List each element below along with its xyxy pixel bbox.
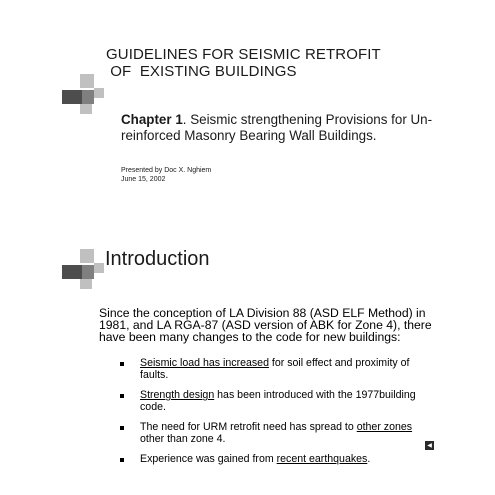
bullet-link[interactable]: Seismic load has increased <box>140 357 269 369</box>
slide-heading: Introduction <box>105 248 210 270</box>
bullet-square-icon <box>120 426 124 430</box>
bullet-item <box>120 390 420 413</box>
bullet-link[interactable]: Strength design <box>140 389 215 401</box>
bullet-link[interactable]: recent earthquakes <box>276 453 368 465</box>
chapter-text: . Seismic strengthening Provisions for Un-reinforced Masonry Bearing Wall Buildings. <box>121 112 433 143</box>
bullet-item <box>120 358 420 381</box>
bullet-text: for soil effect and proximity of faults. <box>140 357 410 381</box>
back-arrow-icon[interactable]: ◀ <box>425 441 434 450</box>
bullet-text: The need for URM retrofit need has spread to <box>140 421 357 433</box>
slide-introduction <box>0 225 495 495</box>
presentation-date: June 15, 2002 <box>121 176 166 183</box>
bullet-text: Experience was gained from <box>140 453 277 465</box>
square-cluster-decoration <box>0 0 120 80</box>
slide-title <box>0 0 495 225</box>
bullet-item <box>120 454 420 466</box>
bullet-list <box>120 358 420 475</box>
intro-paragraph: Since the conception of LA Division 88 (ASD ELF Method) in 1981, and LA RGA-87 (ASD version of ABK for Zone 4), there have been many changes to the code for new buildings: <box>99 306 432 344</box>
bullet-text: has been introduced with the 1977building code. <box>140 389 416 413</box>
bullet-link[interactable]: other zones <box>356 421 413 433</box>
bullet-square-icon <box>120 394 124 398</box>
bullet-square-icon <box>120 362 124 366</box>
presenter-info <box>121 166 211 184</box>
chapter-label: Chapter 1 <box>121 112 183 127</box>
square-cluster-decoration <box>0 225 120 305</box>
bullet-item <box>120 422 420 445</box>
presentation-title: GUIDELINES FOR SEISMIC RETROFIT OF EXISTING BUILDINGS <box>106 46 381 80</box>
bullet-text: other than zone 4. <box>140 432 226 445</box>
presenter-name: Presented by Doc X. Nghiem <box>121 167 212 174</box>
bullet-text: . <box>367 453 371 465</box>
chapter-heading <box>121 112 481 143</box>
bullet-square-icon <box>120 458 124 462</box>
